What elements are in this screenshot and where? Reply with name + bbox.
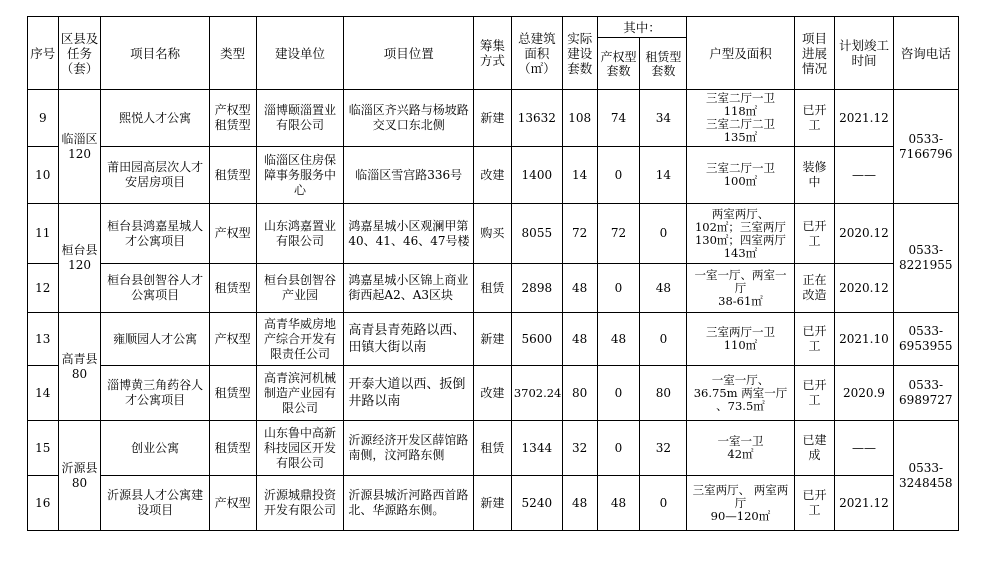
header-progress: 项目进展情况 bbox=[794, 17, 835, 90]
cell-property: 74 bbox=[597, 90, 640, 147]
cell-unit: 山东鲁中高新科技园区开发有限公司 bbox=[256, 421, 344, 476]
cell-seq: 12 bbox=[28, 264, 59, 313]
cell-name: 莆田园高层次人才安居房项目 bbox=[101, 147, 209, 204]
cell-seq: 13 bbox=[28, 313, 59, 366]
cell-location: 鸿嘉星城小区锦上商业街西起A2、A3区块 bbox=[344, 264, 474, 313]
cell-completion: 2020.12 bbox=[835, 264, 893, 313]
cell-property: 0 bbox=[597, 147, 640, 204]
cell-progress: 装修中 bbox=[794, 147, 835, 204]
cell-type: 租赁型 bbox=[209, 147, 256, 204]
cell-name: 桓台县创智谷人才公寓项目 bbox=[101, 264, 209, 313]
cell-area: 8055 bbox=[511, 204, 562, 264]
cell-actual: 48 bbox=[562, 264, 597, 313]
cell-location: 沂源县城沂河路西首路北、华源路东侧。 bbox=[344, 476, 474, 531]
cell-area: 2898 bbox=[511, 264, 562, 313]
cell-actual: 80 bbox=[562, 366, 597, 421]
cell-seq: 16 bbox=[28, 476, 59, 531]
cell-area: 1344 bbox=[511, 421, 562, 476]
cell-rental: 34 bbox=[640, 90, 687, 147]
cell-property: 0 bbox=[597, 366, 640, 421]
cell-location: 高青县青苑路以西、田镇大街以南 bbox=[344, 313, 474, 366]
cell-name: 淄博黄三角药谷人才公寓项目 bbox=[101, 366, 209, 421]
cell-phone: 0533-6953955 bbox=[893, 313, 958, 366]
cell-layout: 一室一厅、 36.75m 两室一厅 、73.5㎡ bbox=[687, 366, 794, 421]
header-area: 总建筑面积（㎡） bbox=[511, 17, 562, 90]
cell-progress: 已建成 bbox=[794, 421, 835, 476]
cell-property: 72 bbox=[597, 204, 640, 264]
cell-rental: 0 bbox=[640, 204, 687, 264]
header-rental: 租赁型套数 bbox=[640, 38, 687, 90]
cell-location: 临淄区雪宫路336号 bbox=[344, 147, 474, 204]
cell-district: 沂源县 80 bbox=[58, 421, 101, 531]
header-among: 其中： bbox=[597, 17, 687, 38]
cell-rental: 80 bbox=[640, 366, 687, 421]
cell-layout: 一室一卫 42㎡ bbox=[687, 421, 794, 476]
header-method: 筹集方式 bbox=[474, 17, 512, 90]
cell-unit: 高青华威房地产综合开发有限责任公司 bbox=[256, 313, 344, 366]
cell-phone: 0533-8221955 bbox=[893, 204, 958, 313]
cell-phone: 0533-6989727 bbox=[893, 366, 958, 421]
header-phone: 咨询电话 bbox=[893, 17, 958, 90]
cell-type: 租赁型 bbox=[209, 264, 256, 313]
cell-method: 租赁 bbox=[474, 421, 512, 476]
cell-type: 产权型 bbox=[209, 476, 256, 531]
cell-completion: 2020.9 bbox=[835, 366, 893, 421]
cell-progress: 已开工 bbox=[794, 313, 835, 366]
cell-method: 新建 bbox=[474, 313, 512, 366]
cell-rental: 0 bbox=[640, 313, 687, 366]
cell-unit: 桓台县创智谷产业园 bbox=[256, 264, 344, 313]
cell-layout: 两室两厅、 102㎡；三室两厅 130㎡；四室两厅 143㎡ bbox=[687, 204, 794, 264]
cell-location: 鸿嘉星城小区观澜甲第40、41、46、47号楼 bbox=[344, 204, 474, 264]
cell-progress: 已开工 bbox=[794, 90, 835, 147]
cell-name: 熙悦人才公寓 bbox=[101, 90, 209, 147]
cell-unit: 山东鸿嘉置业有限公司 bbox=[256, 204, 344, 264]
cell-seq: 14 bbox=[28, 366, 59, 421]
cell-location: 临淄区齐兴路与杨坡路交叉口东北侧 bbox=[344, 90, 474, 147]
cell-name: 沂源县人才公寓建设项目 bbox=[101, 476, 209, 531]
cell-completion: 2021.10 bbox=[835, 313, 893, 366]
cell-rental: 32 bbox=[640, 421, 687, 476]
cell-area: 1400 bbox=[511, 147, 562, 204]
cell-name: 雍顺园人才公寓 bbox=[101, 313, 209, 366]
cell-unit: 高青滨河机械制造产业园有限公司 bbox=[256, 366, 344, 421]
cell-completion: 2021.12 bbox=[835, 476, 893, 531]
cell-area: 3702.24 bbox=[511, 366, 562, 421]
cell-completion: —— bbox=[835, 147, 893, 204]
cell-seq: 9 bbox=[28, 90, 59, 147]
cell-seq: 10 bbox=[28, 147, 59, 204]
cell-type: 租赁型 bbox=[209, 421, 256, 476]
cell-type: 产权型租赁型 bbox=[209, 90, 256, 147]
cell-location: 沂源经济开发区薛馆路南侧，汶河路东侧 bbox=[344, 421, 474, 476]
cell-actual: 48 bbox=[562, 476, 597, 531]
header-unit: 建设单位 bbox=[256, 17, 344, 90]
cell-rental: 48 bbox=[640, 264, 687, 313]
header-layout: 户型及面积 bbox=[687, 17, 794, 90]
header-property: 产权型套数 bbox=[597, 38, 640, 90]
cell-phone: 0533-7166796 bbox=[893, 90, 958, 204]
cell-property: 48 bbox=[597, 313, 640, 366]
cell-district: 临淄区 120 bbox=[58, 90, 101, 204]
header-actual: 实际建设套数 bbox=[562, 17, 597, 90]
cell-method: 租赁 bbox=[474, 264, 512, 313]
cell-rental: 0 bbox=[640, 476, 687, 531]
cell-progress: 正在改造 bbox=[794, 264, 835, 313]
cell-location: 开泰大道以西、扳倒井路以南 bbox=[344, 366, 474, 421]
cell-layout: 三室二厅一卫 118㎡ 三室二厅二卫 135㎡ bbox=[687, 90, 794, 147]
housing-table bbox=[27, 16, 959, 531]
cell-progress: 已开工 bbox=[794, 476, 835, 531]
cell-actual: 14 bbox=[562, 147, 597, 204]
cell-seq: 15 bbox=[28, 421, 59, 476]
cell-method: 新建 bbox=[474, 476, 512, 531]
cell-district: 桓台县 120 bbox=[58, 204, 101, 313]
cell-property: 48 bbox=[597, 476, 640, 531]
header-location: 项目位置 bbox=[344, 17, 474, 90]
cell-area: 5600 bbox=[511, 313, 562, 366]
cell-completion: 2020.12 bbox=[835, 204, 893, 264]
cell-property: 0 bbox=[597, 421, 640, 476]
cell-layout: 三室两厅、 两室两厅 90—120㎡ bbox=[687, 476, 794, 531]
cell-method: 新建 bbox=[474, 90, 512, 147]
cell-name: 创业公寓 bbox=[101, 421, 209, 476]
cell-unit: 临淄区住房保障事务服务中心 bbox=[256, 147, 344, 204]
cell-method: 改建 bbox=[474, 147, 512, 204]
cell-area: 5240 bbox=[511, 476, 562, 531]
cell-actual: 48 bbox=[562, 313, 597, 366]
cell-actual: 72 bbox=[562, 204, 597, 264]
cell-actual: 108 bbox=[562, 90, 597, 147]
cell-actual: 32 bbox=[562, 421, 597, 476]
cell-method: 改建 bbox=[474, 366, 512, 421]
header-type: 类型 bbox=[209, 17, 256, 90]
cell-unit: 淄博颐淄置业有限公司 bbox=[256, 90, 344, 147]
cell-completion: —— bbox=[835, 421, 893, 476]
cell-type: 租赁型 bbox=[209, 366, 256, 421]
cell-progress: 已开工 bbox=[794, 204, 835, 264]
cell-seq: 11 bbox=[28, 204, 59, 264]
cell-unit: 沂源城鼎投资开发有限公司 bbox=[256, 476, 344, 531]
cell-layout: 三室两厅一卫 110㎡ bbox=[687, 313, 794, 366]
header-seq: 序号 bbox=[28, 17, 59, 90]
cell-area: 13632 bbox=[511, 90, 562, 147]
header-district: 区县及任务（套） bbox=[58, 17, 101, 90]
cell-layout: 三室二厅一卫 100㎡ bbox=[687, 147, 794, 204]
cell-district: 高青县 80 bbox=[58, 313, 101, 421]
header-name: 项目名称 bbox=[101, 17, 209, 90]
cell-phone: 0533-3248458 bbox=[893, 421, 958, 531]
cell-completion: 2021.12 bbox=[835, 90, 893, 147]
cell-progress: 已开工 bbox=[794, 366, 835, 421]
cell-layout: 一室一厅、两室一厅 38-61㎡ bbox=[687, 264, 794, 313]
cell-name: 桓台县鸿嘉星城人才公寓项目 bbox=[101, 204, 209, 264]
header-completion: 计划竣工时间 bbox=[835, 17, 893, 90]
cell-property: 0 bbox=[597, 264, 640, 313]
cell-rental: 14 bbox=[640, 147, 687, 204]
cell-type: 产权型 bbox=[209, 313, 256, 366]
cell-method: 购买 bbox=[474, 204, 512, 264]
cell-type: 产权型 bbox=[209, 204, 256, 264]
